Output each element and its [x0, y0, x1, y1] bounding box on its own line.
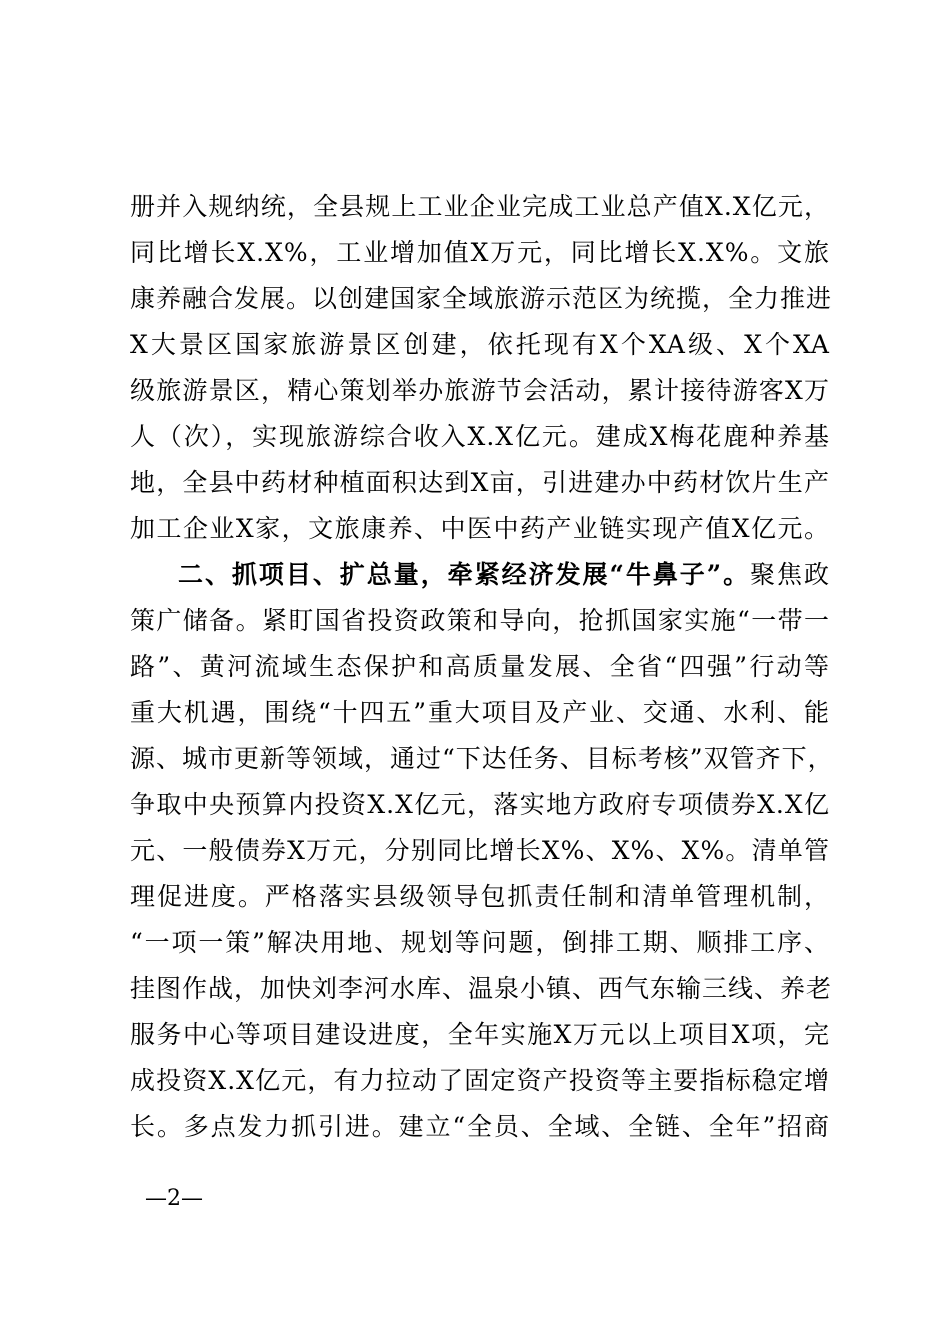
body-line-5: 级旅游景区，精心策划举办旅游节会活动，累计接待游客X万 [130, 376, 830, 405]
section-2-line-8: “一项一策”解决用地、规划等问题，倒排工期、顺排工序、 [130, 928, 830, 957]
section-2-line-10: 服务中心等项目建设进度，全年实施X万元以上项目X项，完 [130, 1020, 830, 1049]
body-line-4: X大景区国家旅游景区创建，依托现有X个XA级、X个XA [130, 330, 830, 359]
section-2-line-12: 长。多点发力抓引进。建立“全员、全域、全链、全年”招商 [130, 1112, 830, 1141]
section-2-line-3: 重大机遇，围绕“十四五”重大项目及产业、交通、水利、能 [130, 698, 830, 727]
section-2-heading: 二、抓项目、扩总量，牵紧经济发展“牛鼻子”。 [178, 560, 751, 589]
body-line-7: 地，全县中药材种植面积达到X亩，引进建办中药材饮片生产 [130, 468, 830, 497]
section-2-line-11: 成投资X.X亿元，有力拉动了固定资产投资等主要指标稳定增 [130, 1066, 830, 1095]
section-2-line-1: 策广储备。紧盯国省投资政策和导向，抢抓国家实施“一带一 [130, 606, 830, 635]
body-line-8: 加工企业X家，文旅康养、中医中药产业链实现产值X亿元。 [130, 514, 830, 543]
section-2-line-6: 元、一般债券X万元，分别同比增长X%、X%、X%。清单管 [130, 836, 830, 865]
section-2-first-line-rest: 聚焦政 [750, 560, 830, 589]
body-line-3: 康养融合发展。以创建国家全域旅游示范区为统揽，全力推进 [130, 284, 833, 313]
body-line-2: 同比增长X.X%，工业增加值X万元，同比增长X.X%。文旅 [130, 238, 830, 267]
page-number: —2— [145, 1186, 203, 1211]
section-2-first-line [178, 552, 830, 598]
section-2-line-5: 争取中央预算内投资X.X亿元，落实地方政府专项债券X.X亿 [130, 790, 830, 819]
section-2-line-4: 源、城市更新等领域，通过“下达任务、目标考核”双管齐下， [130, 744, 834, 773]
section-2-line-7: 理促进度。严格落实县级领导包抓责任制和清单管理机制， [130, 882, 830, 911]
body-line-1: 册并入规纳统，全县规上工业企业完成工业总产值X.X亿元， [130, 192, 830, 221]
body-line-6: 人（次），实现旅游综合收入X.X亿元。建成X梅花鹿种养基 [130, 422, 830, 451]
section-2-line-2: 路”、黄河流域生态保护和高质量发展、全省“四强”行动等 [130, 652, 830, 681]
section-2-line-9: 挂图作战，加快刘李河水库、温泉小镇、西气东输三线、养老 [130, 974, 833, 1003]
